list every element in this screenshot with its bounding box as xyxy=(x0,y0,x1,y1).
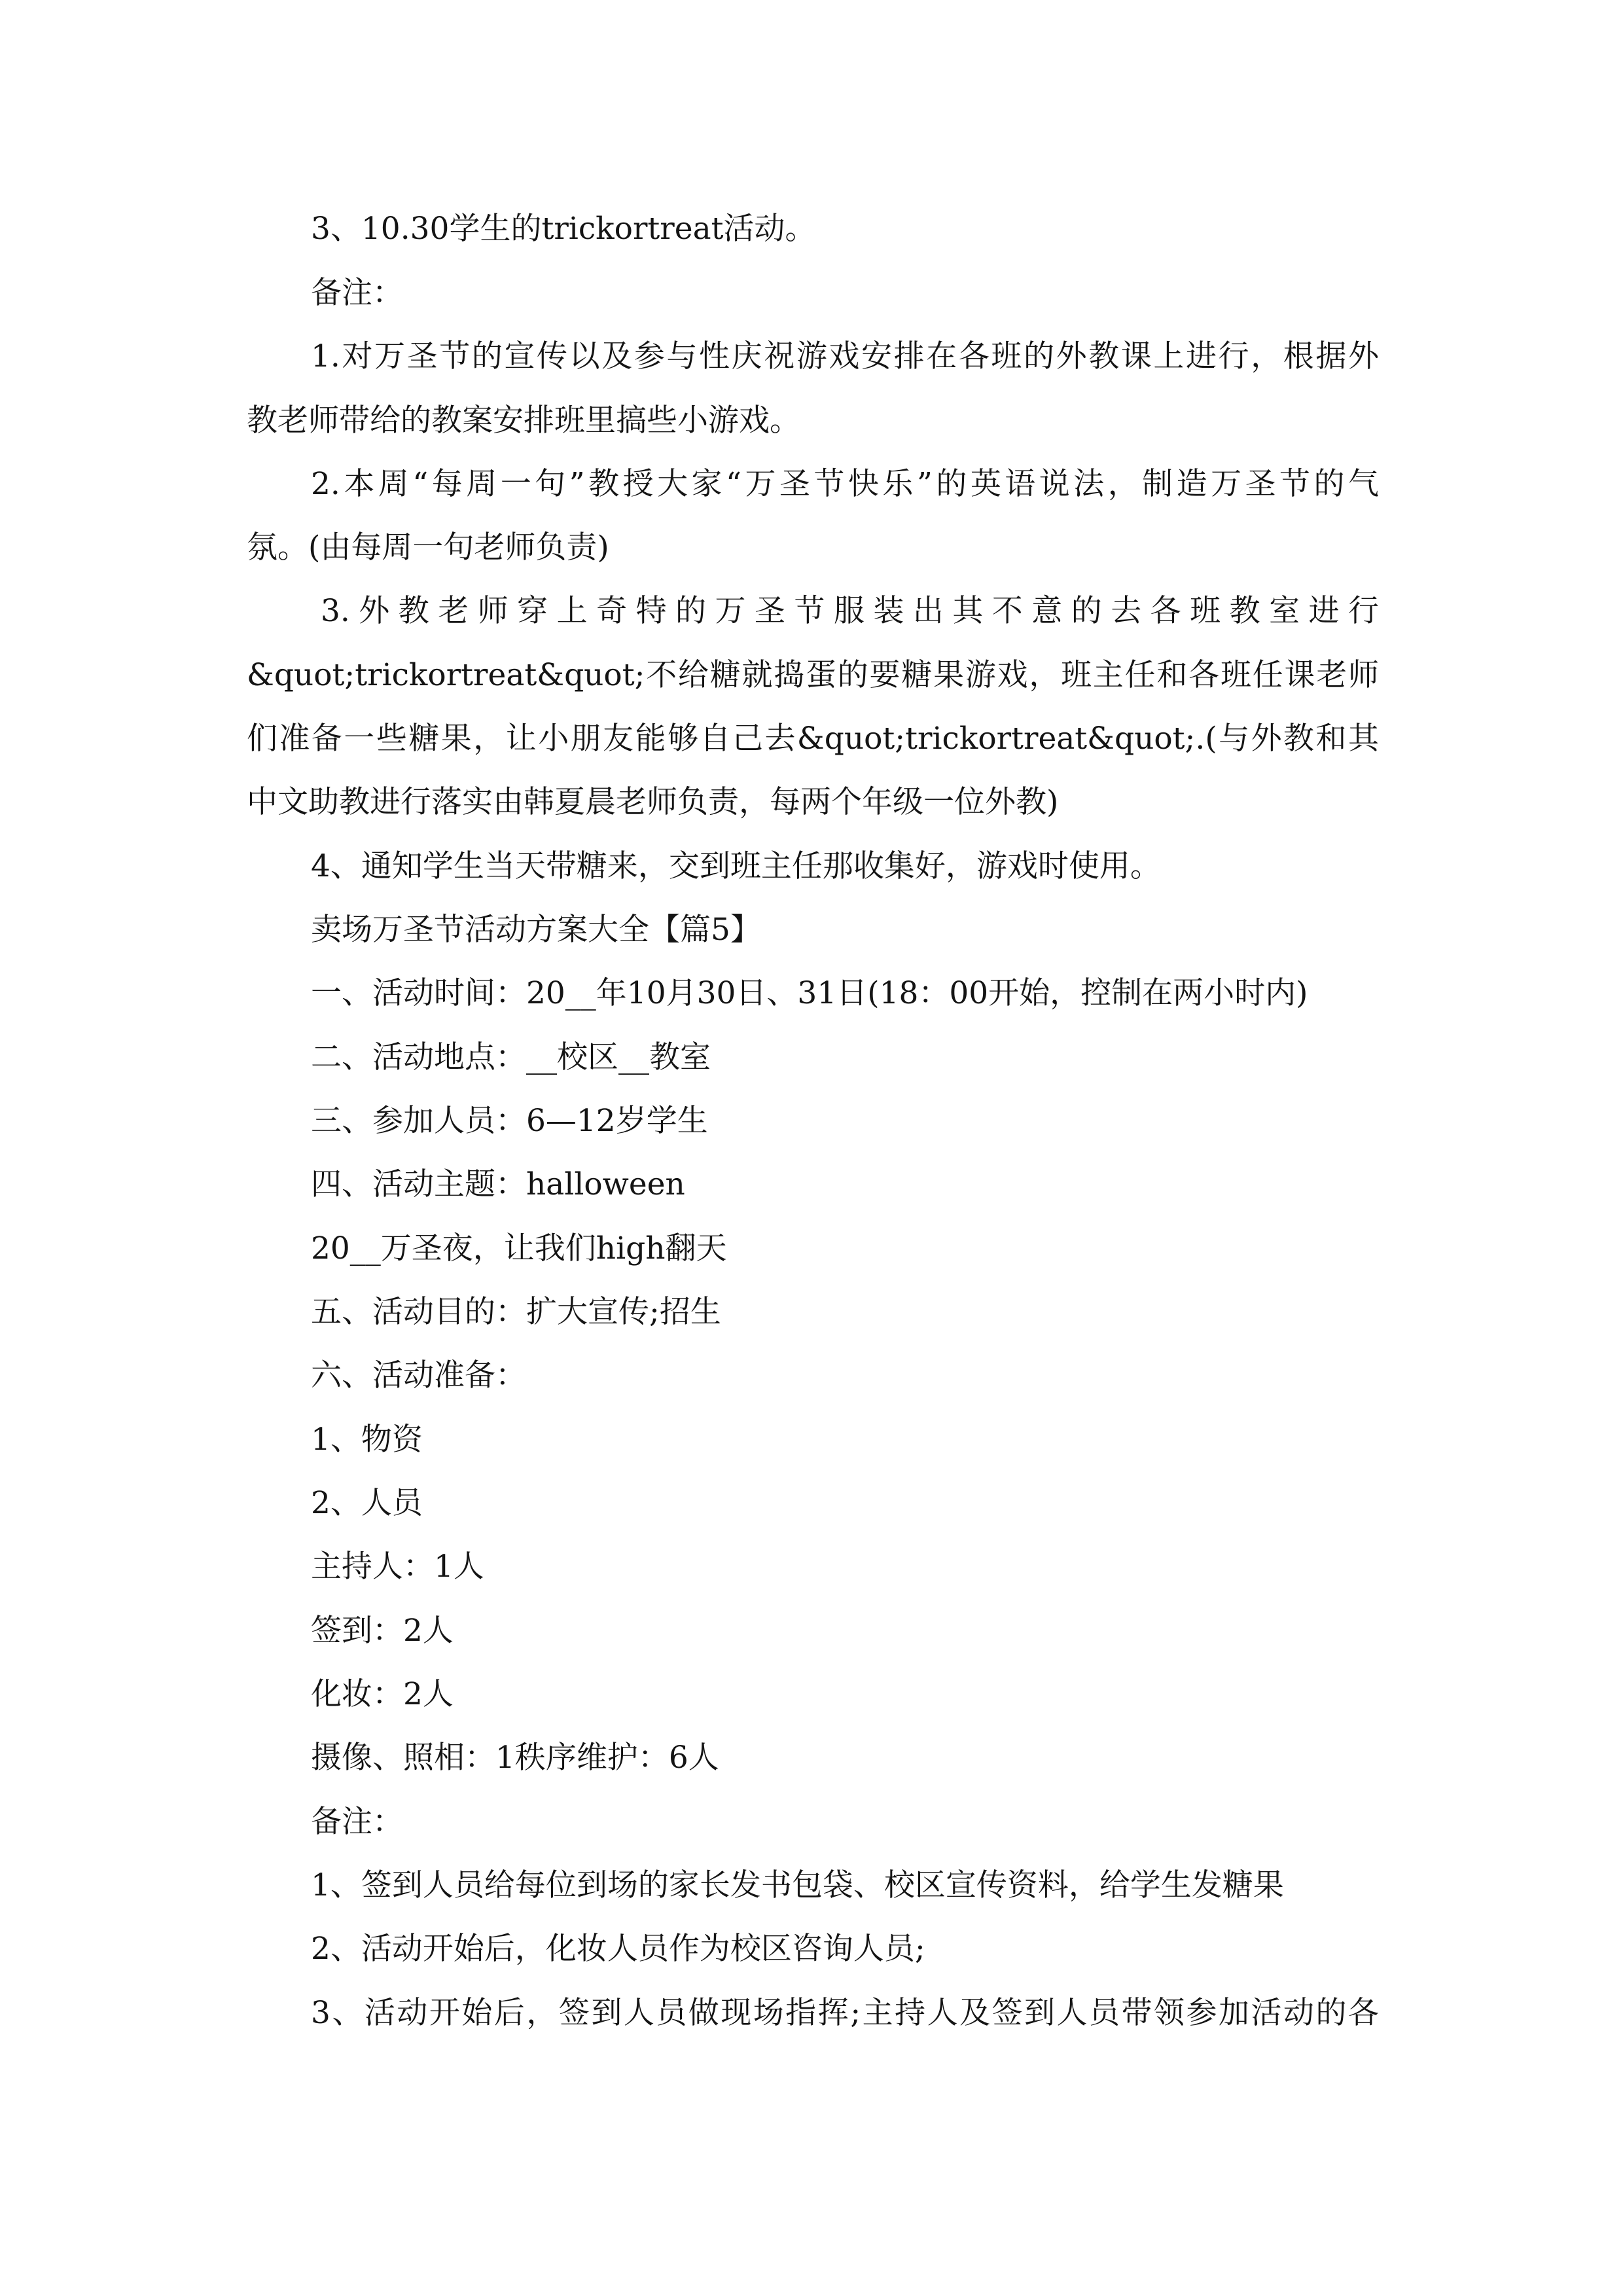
text-line: 氛。(由每周一句老师负责) xyxy=(247,529,609,565)
text-line: 中文助教进行落实由韩夏晨老师负责，每两个年级一位外教) xyxy=(247,784,1059,820)
text-line: 3、活动开始后，签到人员做现场指挥;主持人及签到人员带领参加活动的各 xyxy=(311,1995,1379,2031)
text-line: 1、物资 xyxy=(311,1422,423,1458)
text-line: 二、活动地点：__校区__教室 xyxy=(311,1039,711,1075)
text-line: 四、活动主题：halloween xyxy=(311,1166,685,1202)
text-line: 签到：2人 xyxy=(311,1613,454,1649)
text-line: 1、签到人员给每位到场的家长发书包袋、校区宣传资料，给学生发糖果 xyxy=(311,1867,1284,1903)
text-line: 20__万圣夜，让我们high翻天 xyxy=(311,1230,727,1266)
text-line: 摄像、照相：1秩序维护：6人 xyxy=(311,1740,719,1776)
text-line: 化妆：2人 xyxy=(311,1676,454,1712)
text-line: 三、参加人员：6—12岁学生 xyxy=(311,1103,708,1139)
section-heading: 卖场万圣节活动方案大全【篇5】 xyxy=(311,912,761,948)
text-line: 3.外教老师穿上奇特的万圣节服装出其不意的去各班教室进行 xyxy=(321,593,1379,629)
text-line: 六、活动准备： xyxy=(311,1357,526,1393)
text-line: 2、人员 xyxy=(311,1485,423,1521)
text-line: 们准备一些糖果，让小朋友能够自己去&quot;trickortreat&quot;.(与外教和其 xyxy=(247,721,1379,757)
text-line: 4、通知学生当天带糖来，交到班主任那收集好，游戏时使用。 xyxy=(311,848,1161,884)
text-line: 2、活动开始后，化妆人员作为校区咨询人员; xyxy=(311,1931,925,1967)
text-line: 教老师带给的教案安排班里搞些小游戏。 xyxy=(247,403,800,439)
text-line: 1.对万圣节的宣传以及参与性庆祝游戏安排在各班的外教课上进行，根据外 xyxy=(311,338,1379,374)
text-line: 备注： xyxy=(311,275,403,311)
text-line: 备注： xyxy=(311,1804,403,1840)
text-line: 主持人：1人 xyxy=(311,1549,484,1585)
text-line: &quot;trickortreat&quot;不给糖就捣蛋的要糖果游戏，班主任和各班任课老师 xyxy=(247,657,1379,693)
text-line: 五、活动目的：扩大宣传;招生 xyxy=(311,1294,721,1330)
text-line: 3、10.30学生的trickortreat活动。 xyxy=(311,211,816,247)
text-line: 2.本周“每周一句”教授大家“万圣节快乐”的英语说法，制造万圣节的气 xyxy=(311,466,1379,502)
text-line: 一、活动时间：20__年10月30日、31日(18：00开始，控制在两小时内) xyxy=(311,975,1308,1011)
